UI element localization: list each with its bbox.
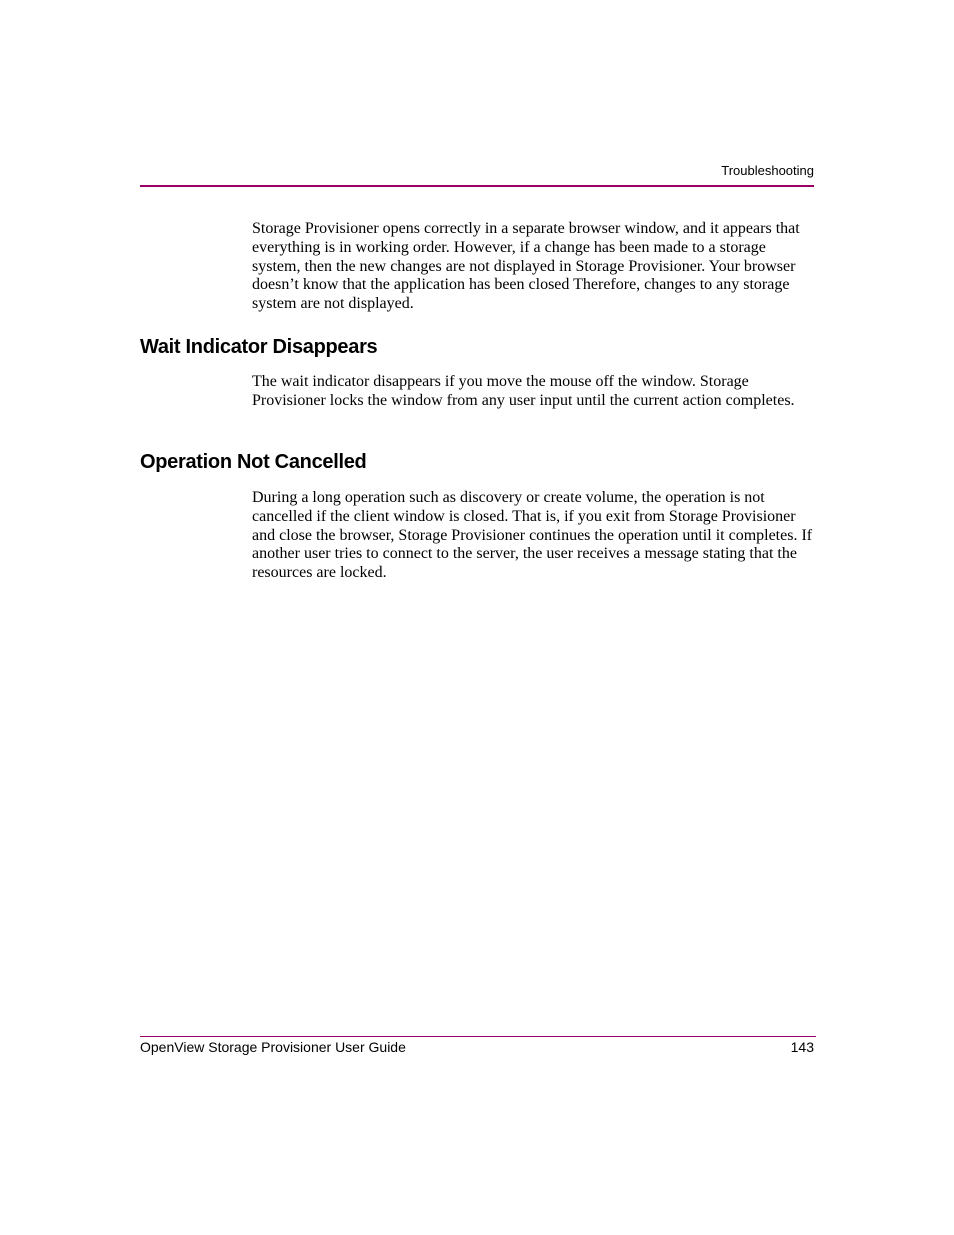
intro-paragraph: Storage Provisioner opens correctly in a separate browser window, and it appears that everything is in working order. However, if a change has been made to a storage system, then the new changes are not displayed in Storage Provisioner. Your browser doesn’t know that the application has been closed Therefore, changes to any storage system are not displayed. — [252, 220, 800, 313]
section-heading-wait-indicator: Wait Indicator Disappears — [140, 336, 378, 358]
running-header: Troubleshooting — [721, 163, 814, 178]
section-paragraph-wait-indicator: The wait indicator disappears if you move the mouse off the window. Storage Provisioner locks the window from any user input until the current action completes. — [252, 373, 795, 409]
header-rule — [140, 185, 814, 187]
footer-title: OpenView Storage Provisioner User Guide — [140, 1039, 406, 1055]
footer-rule — [140, 1036, 816, 1037]
page-number: 143 — [790, 1039, 814, 1055]
section-paragraph-operation-not-cancelled: During a long operation such as discovery or create volume, the operation is not cancelled if the client window is closed. That is, if you exit from Storage Provisioner and close the browser, Storage Provisioner continues the operation until it completes. If another user tries to connect to the server, the user receives a message stating that the resources are locked. — [252, 489, 813, 582]
section-heading-operation-not-cancelled: Operation Not Cancelled — [140, 451, 367, 473]
